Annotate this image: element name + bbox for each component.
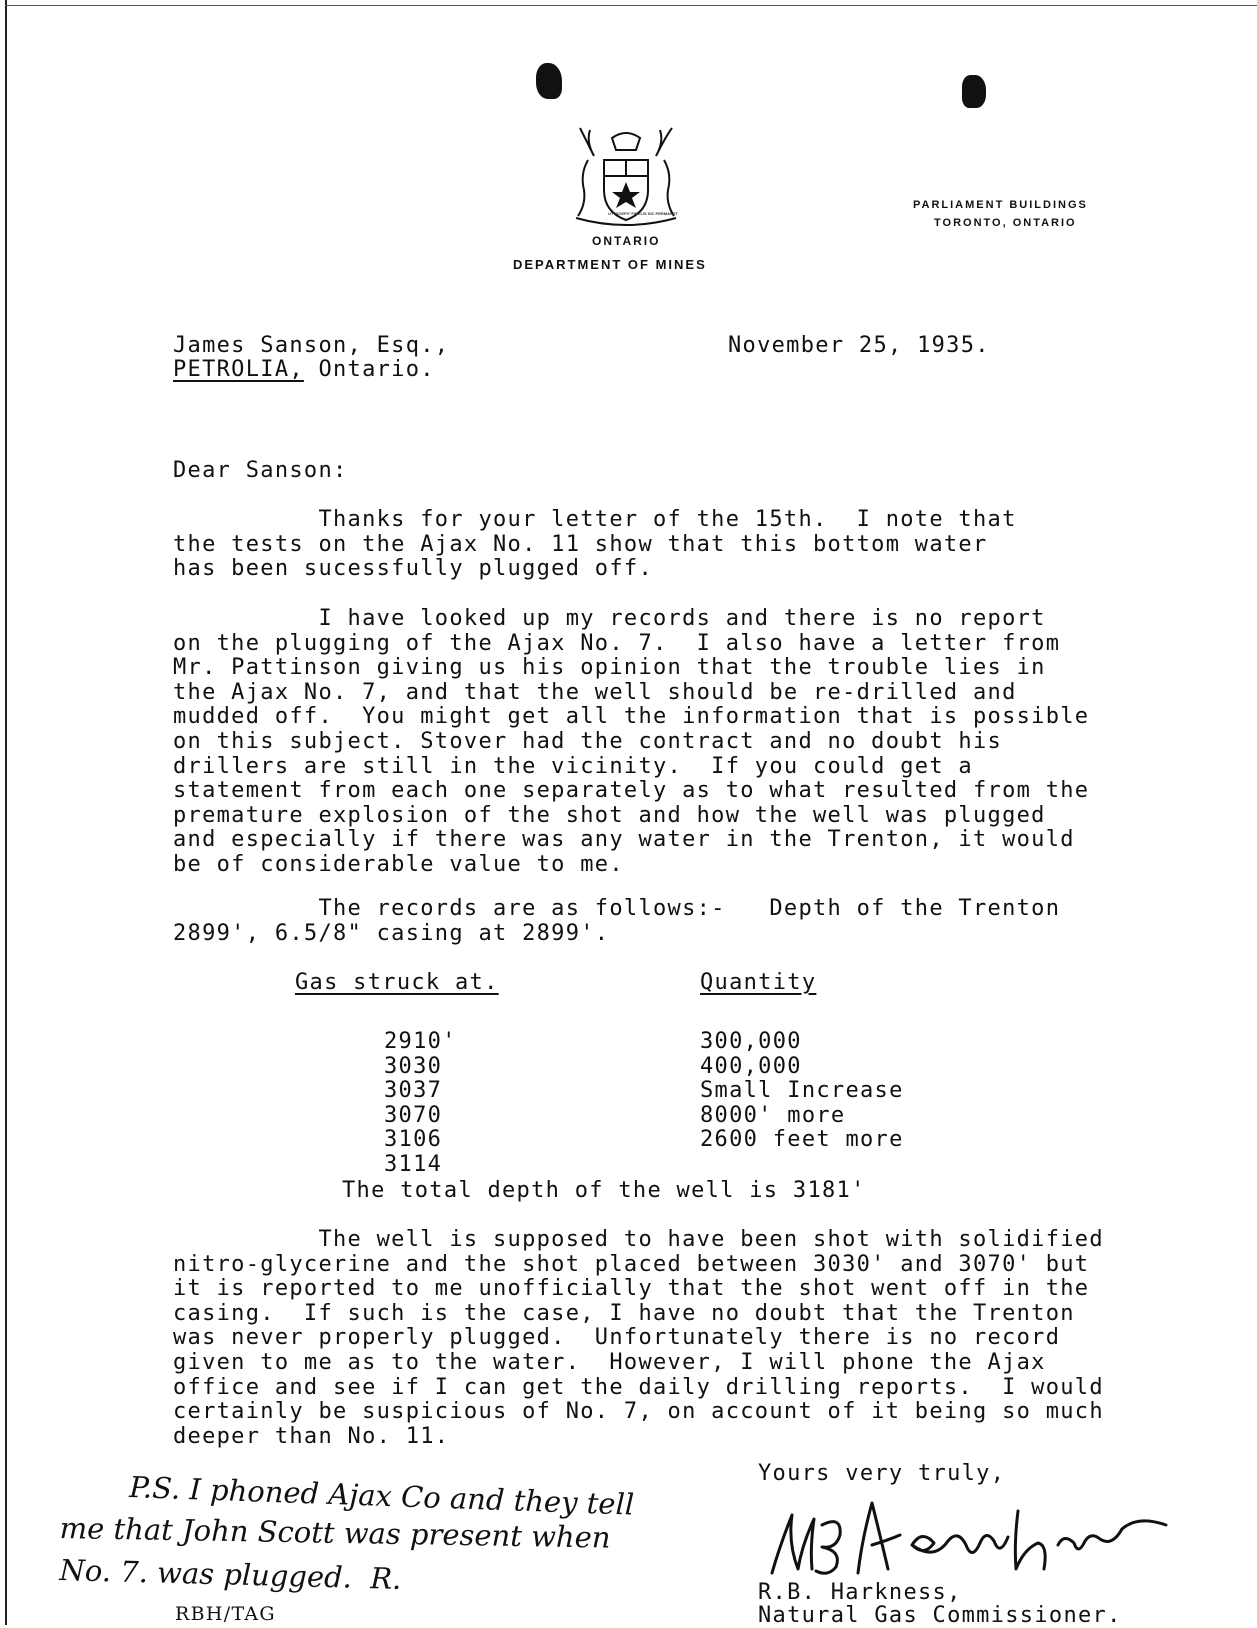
text-line: statement from each one separately as to what resulted from the bbox=[173, 778, 1090, 804]
table-cell-quantity: 8000' more bbox=[700, 1102, 846, 1128]
text-line: and especially if there was any water in the Trenton, it would bbox=[173, 827, 1075, 853]
postscript-line-1: P.S. I phoned Ajax Co and they tell bbox=[128, 1470, 635, 1522]
depth-column bbox=[384, 1030, 457, 1178]
table-cell-quantity: Small Increase bbox=[700, 1078, 904, 1104]
text-line: nitro-glycerine and the shot placed between 3030' and 3070' but bbox=[173, 1251, 1090, 1277]
text-line: deeper than No. 11. bbox=[173, 1423, 450, 1449]
text-line: The records are as follows:- Depth of the Trenton bbox=[173, 896, 1061, 921]
handwritten-signature bbox=[762, 1485, 1182, 1585]
paragraph-1 bbox=[173, 508, 1173, 582]
punch-mark-right bbox=[962, 75, 986, 108]
text-line: Mr. Pattinson giving us his opinion that the trouble lies in bbox=[173, 655, 1046, 681]
page-top-border bbox=[5, 5, 1257, 6]
paragraph-4 bbox=[173, 1228, 1173, 1449]
text-line: The well is supposed to have been shot with solidified bbox=[173, 1227, 1104, 1252]
recipient-address bbox=[173, 357, 435, 382]
recipient-province: Ontario. bbox=[303, 357, 435, 382]
closing: Yours very truly, bbox=[758, 1461, 1006, 1486]
signer-name: R.B. Harkness, bbox=[758, 1580, 962, 1605]
table-cell-depth: 3030 bbox=[384, 1053, 443, 1079]
letterhead-address-line2: TORONTO, ONTARIO bbox=[934, 217, 1077, 229]
text-line: certainly be suspicious of No. 7, on account of it being so much bbox=[173, 1399, 1104, 1425]
text-line: be of considerable value to me. bbox=[173, 851, 624, 877]
recipient-name: James Sanson, Esq., bbox=[173, 333, 450, 358]
text-line: the Ajax No. 7, and that the well should be re-drilled and bbox=[173, 679, 1017, 705]
text-line: on this subject. Stover had the contract and no doubt his bbox=[173, 728, 1003, 754]
typist-initials: RBH/TAG bbox=[175, 1603, 276, 1625]
text-line: office and see if I can get the daily drilling reports. I would bbox=[173, 1374, 1104, 1400]
table-cell-depth: 3037 bbox=[384, 1078, 443, 1104]
table-cell-depth: 3114 bbox=[384, 1151, 443, 1177]
text-line: Thanks for your letter of the 15th. I note that bbox=[173, 507, 1017, 532]
letterhead-address-line1: PARLIAMENT BUILDINGS bbox=[913, 199, 1088, 211]
table-cell-depth: 3106 bbox=[384, 1127, 443, 1153]
table-cell-quantity: 300,000 bbox=[700, 1029, 802, 1054]
text-line: on the plugging of the Ajax No. 7. I also have a letter from bbox=[173, 630, 1061, 656]
signature-text: R bbox=[0, 0, 1, 1]
letter-date: November 25, 1935. bbox=[728, 333, 990, 358]
table-header-gas-struck: Gas struck at. bbox=[295, 970, 499, 995]
text-line: drillers are still in the vicinity. If you could get a bbox=[173, 753, 973, 779]
postscript-line-3: No. 7. was plugged. R. bbox=[59, 1553, 402, 1596]
paragraph-2 bbox=[173, 607, 1173, 878]
text-line: was never properly plugged. Unfortunately there is no record bbox=[173, 1325, 1061, 1351]
postscript-line-2: me that John Scott was present when bbox=[59, 1511, 611, 1555]
punch-mark-left bbox=[536, 63, 562, 99]
text-line: the tests on the Ajax No. 11 show that this bottom water bbox=[173, 531, 988, 557]
paragraph-3 bbox=[173, 897, 1173, 946]
total-depth-line: The total depth of the well is 3181' bbox=[342, 1178, 866, 1203]
signer-title: Natural Gas Commissioner. bbox=[758, 1603, 1122, 1628]
page-left-border bbox=[5, 0, 7, 1625]
text-line: given to me as to the water. However, I will phone the Ajax bbox=[173, 1349, 1046, 1375]
quantity-column bbox=[700, 1030, 904, 1153]
table-cell-quantity: 2600 feet more bbox=[700, 1127, 904, 1153]
text-line: casing. If such is the case, I have no doubt that the Trenton bbox=[173, 1300, 1075, 1326]
table-cell-depth: 3070 bbox=[384, 1102, 443, 1128]
motto-text: UT INCEPIT FIDELIS SIC PERMANET bbox=[608, 211, 679, 216]
text-line: has been sucessfully plugged off. bbox=[173, 556, 653, 582]
text-line: I have looked up my records and there is no report bbox=[173, 606, 1046, 631]
letterhead-province: ONTARIO bbox=[592, 234, 661, 248]
letterhead-department: DEPARTMENT OF MINES bbox=[513, 257, 707, 272]
recipient-town: PETROLIA, bbox=[173, 357, 304, 382]
text-line: mudded off. You might get all the information that is possible bbox=[173, 704, 1090, 730]
salutation: Dear Sanson: bbox=[173, 458, 348, 483]
table-cell-quantity: 400,000 bbox=[700, 1053, 802, 1079]
text-line: premature explosion of the shot and how the well was plugged bbox=[173, 802, 1046, 828]
text-line: it is reported to me unofficially that the shot went off in the bbox=[173, 1276, 1090, 1302]
text-line: 2899', 6.5/8" casing at 2899'. bbox=[173, 920, 610, 946]
table-cell-depth: 2910' bbox=[384, 1029, 457, 1054]
table-header-quantity: Quantity bbox=[700, 970, 817, 995]
